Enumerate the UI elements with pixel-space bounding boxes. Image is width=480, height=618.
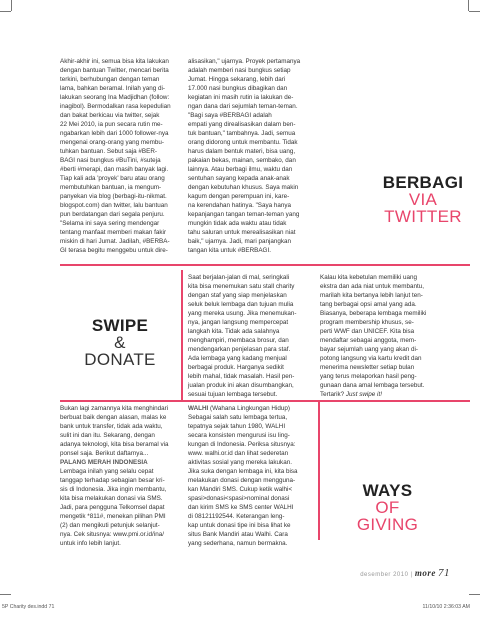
walhi-text: Sebagai salah satu lembaga tertua, tepatnya sejak tahun 1980, WALHI secara konsisten mengurusi isu ling- kungan di Indonesia. Periksa situsnya: www. walhi.or.id dan lihat sederetan aktivitas sosial yang mereka lakukan. Jika suka dengan lembaga ini, kita bisa melakukan donasi dengan mengguna- kan Mandiri SMS. Cukup ketik walhi< spasi>donasi<spasi>nominal donasi dan kirim SMS ke SMS center WALHI di 08121192544. Keterangan leng- kap untuk donasi tipe ini bisa lihat ke situs Bank Mandiri atau Walhi. Cara yang sederhana, namun bermakna. (188, 414, 298, 547)
crop-mark (468, 0, 469, 11)
crop-mark (0, 594, 11, 595)
article-column-3: Saat berjalan-jalan di mal, seringkali kita bisa menemukan satu stall charity dengan staf yang siap menjelaskan seluk beluk lembaga dan tujuan mulia yang mereka usung. Jika menemukan- nya, jangan langsung mempercepat langkah kita. Tidak ada salahnya menghampiri, membaca brosur, dan mendengarkan penjelasan para staf. Ada lembaga yang kadang menjual berbagai produk. Harganya sedikit lebih mahal, tidak masalah. Hasil pen- jualan produk ini akan disumbangkan, sesuai tujuan lembaga tersebut. (188, 274, 297, 398)
title-thin-word: DONATE (84, 350, 156, 369)
section-divider (60, 264, 470, 266)
column-divider (181, 270, 183, 400)
crop-mark (469, 594, 480, 595)
folio-magazine: more (414, 568, 436, 578)
title-thin-word: TWITTER (384, 207, 462, 226)
article-column-4 (320, 273, 450, 399)
article-column-2: alisasikan," ujarnya. Proyek pertamanya adalah memberi nasi bungkus setiap Jumat. Hingga sekarang, lebih dari 17.000 nasi bungkus dibagikan dan kegiatan ini masih rutin ia lakukan de- ngan dana dari sejumlah teman-teman. "Bagi saya #BERBAGI adalah empati yang direalisasikan dalam ben- tuk bantuan," tambahnya. Jadi, semua orang didorong untuk membantu. Tidak harus dalam bentuk materi, bisa uang, pakaian bekas, mainan, sembako, dan lainnya. Atau berbagi ilmu, waktu dan sentuhan sayang kepada anak-anak dengan kebutuhan khusus. Saya makin kagum dengan perempuan ini, kare- na kerendahan hatinya. "Saya hanya kepanjangan tangan teman-teman yang mungkin tidak ada waktu atau tidak tahu saluran untuk merealisasikan niat baik," ujarnya. Jadi, mari panjangkan tangan kita untuk #BERBAGI. (188, 58, 301, 254)
folio-month: desember 2010 (360, 572, 409, 578)
intro-text: Bukan lagi zamannya kita menghindari berbuat baik dengan alasan, malas ke bank untuk transfer, tidak ada waktu, sulit ini dan itu. Sekarang, dengan adanya teknologi, kita bisa beramal via ponsel saja. Berikut daftarnya... (60, 405, 169, 457)
crop-mark (0, 11, 11, 12)
title-thin-word: VIA (408, 190, 438, 209)
org-heading-walhi-tail: (Wahana Lingkungan Hidup) (208, 405, 290, 412)
title-bold-word: SWIPE (91, 316, 149, 335)
section-divider (60, 400, 470, 402)
article-column-6 (188, 404, 316, 548)
column-divider (318, 400, 320, 540)
crop-mark (469, 11, 480, 12)
title-bold-word: WAYS (362, 481, 413, 500)
title-thin-word: & (114, 333, 126, 352)
article-column-4-body: Kalau kita kebetulan memiliki uang ekstra dan ada niat untuk membantu, marilah kita bertanya lebih lanjut ten- tang berbagai opsi amal yang ada. Biasanya, beberapa lembaga memiliki program membership khusus, se- perti WWF dan UNICEF. Kita bisa mendaftar sebagai anggota, mem- bayar sejumlah uang yang akan di- potong langsung via kartu kredit dan menerima newsletter setiap bulan yang terus melaporkan hasil peng- gunaan dana amal lembaga tersebut. Tertarik? (320, 274, 427, 398)
crop-mark (11, 0, 12, 11)
page-number: 71 (438, 567, 450, 579)
article-column-5 (60, 404, 184, 548)
page-folio: desember 2010 | more 71 (360, 567, 450, 579)
file-slug: 5P Charity des.indd 71 (2, 604, 55, 610)
swipe-it-callout: Just swipe it! (345, 391, 382, 398)
title-ways-of-giving (340, 482, 435, 533)
org-heading-walhi: WALHI (188, 405, 209, 412)
org-heading-pmi: PALANG MERAH INDONESIA (60, 459, 148, 466)
title-berbagi-via-twitter (378, 174, 468, 225)
title-thin-word: OF (375, 498, 400, 517)
pmi-text: Lembaga inilah yang selalu cepat tanggap terhadap sebagian besar kri- sis di Indonesia. Jika ingin membantu, kita bisa melakukan donasi via SMS. Jadi, para pengguna Telkomsel dapat mengetik *811#, menekan pilihan PMI (2) dan mengikuti petunjuk selanjut- nya. Cek situsnya: www.pmi.or.id/ina/ untuk info lebih lanjut. (60, 468, 167, 547)
title-thin-word: GIVING (356, 515, 419, 534)
title-bold-word: BERBAGI (382, 173, 464, 192)
article-column-1: Akhir-akhir ini, semua bisa kita lakukan dengan bantuan Twitter, mencari berita terkini, berhubungan dengan teman lama, bahkan beramal. Inilah yang di- lakukan seorang Ina Madjidhan (follow: inagibol). Bermodalkan rasa kepedulian dan bakat berkicau via twitter, sejak 22 Mei 2010, ia pun secara rutin me- ngabarkan lebih dari 1000 follower-nya mengenai orang-orang yang membu- tuhkan bantuan. Sebut saja #BER- BAGI nasi bungkus #BuTini, #suteja #berti #merapi, dan masih banyak lagi. Tiap kali ada 'proyek' baru atau orang membutuhkan bantuan, ia mengum- panyekan via blog (berbagi-itu-nikmat. blogspot.com) dan twitter, lalu bantuan pun berdatangan dari segala penjuru. "Selama ini saya sering mendengar tentang manfaat memberi makan fakir miskin di hari Jumat. Jadilah, #BERBA- GI terasa begitu menggebu untuk dire- (60, 58, 171, 254)
title-swipe-and-donate (60, 317, 180, 368)
file-timestamp: 11/10/10 2:36:03 AM (422, 604, 470, 610)
